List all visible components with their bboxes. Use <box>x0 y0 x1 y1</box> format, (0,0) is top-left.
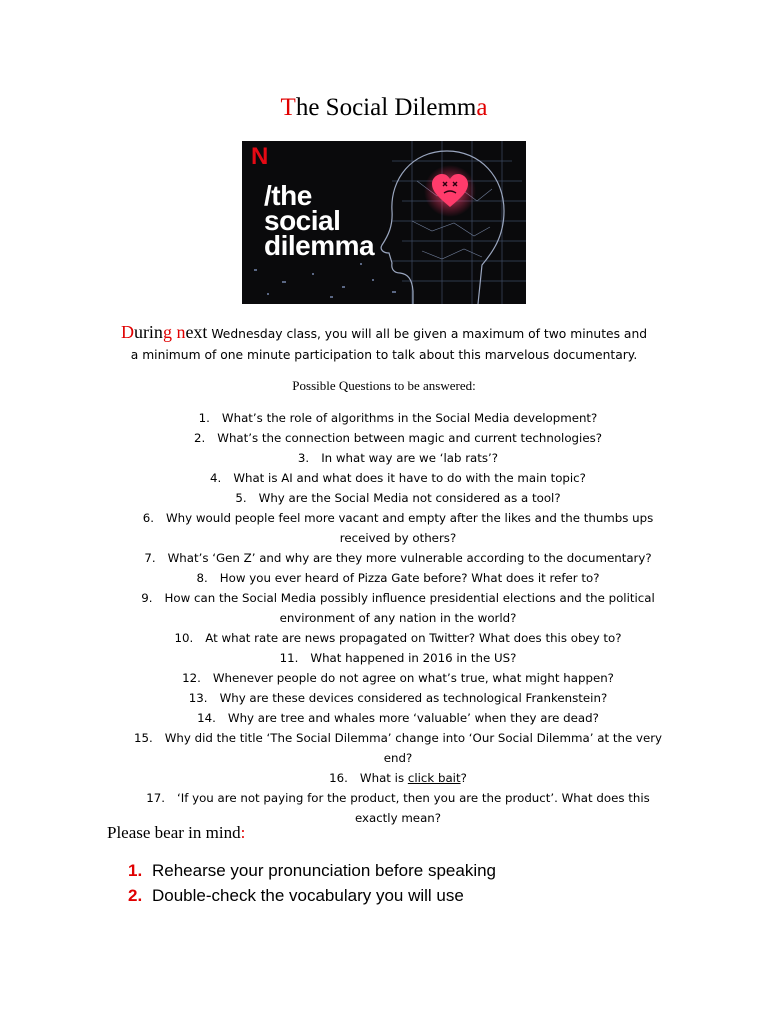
title-initial: T <box>280 94 296 121</box>
poster-title-line-2: social <box>264 205 341 236</box>
question-item: 4. What is AI and what does it have to do with the main topic? <box>210 471 586 485</box>
intro-lead-n: n <box>176 322 186 342</box>
poster-title <box>264 180 375 261</box>
question-item: 8. How you ever heard of Pizza Gate before? What does it refer to? <box>196 571 600 585</box>
click-bait-link[interactable]: click bait <box>407 771 461 785</box>
tip-item: 1. Rehearse your pronunciation before speaking <box>128 861 497 880</box>
question-item: 13. Why are these devices considered as technological Frankenstein? <box>188 691 608 705</box>
questions-heading: Possible Questions to be answered: <box>292 378 476 393</box>
tip-item: 2. Double-check the vocabulary you will use <box>128 886 464 905</box>
question-item: 10. At what rate are news propagated on Twitter? What does this obey to? <box>174 631 622 645</box>
title-middle: he Social Dilemm <box>295 94 477 121</box>
question-item: 9. How can the Social Media possibly influence presidential elections and the political environment of any nation in the world? <box>141 591 655 625</box>
poster-title-line-1: /the <box>264 180 312 211</box>
bear-in-mind-heading: Please bear in mind: <box>107 823 246 842</box>
tips-list <box>128 858 496 908</box>
intro-body: Wednesday class, you will all be given a maximum of two minutes and a minimum of one minute participation to talk about this marvelous documentary. <box>130 327 648 362</box>
intro-lead-ext: ext <box>185 322 208 342</box>
intro-lead-d: D <box>120 322 134 342</box>
intro-lead-g: g <box>162 322 177 342</box>
intro-paragraph <box>120 322 648 366</box>
question-item: 16. What is click bait? <box>329 771 467 785</box>
question-item: 5. Why are the Social Media not considered as a tool? <box>235 491 561 505</box>
title-final: a <box>476 94 488 121</box>
question-item: 12. Whenever people do not agree on what’s true, what might happen? <box>182 671 614 685</box>
question-item: 11. What happened in 2016 in the US? <box>279 651 517 665</box>
question-item: 15. Why did the title ‘The Social Dilemma’ change into ‘Our Social Dilemma’ at the very end? <box>133 731 663 765</box>
question-item: 7. What’s ‘Gen Z’ and why are they more vulnerable according to the documentary? <box>144 551 652 565</box>
intro-lead-urin: urin <box>133 322 163 342</box>
netflix-logo: N <box>251 143 269 170</box>
question-item: 3. In what way are we ‘lab rats’? <box>297 451 499 465</box>
question-item: 1. What’s the role of algorithms in the Social Media development? <box>198 411 598 425</box>
question-item: 6. Why would people feel more vacant and empty after the likes and the thumbs ups received by others? <box>142 511 654 545</box>
documentary-poster <box>242 141 526 304</box>
poster-title-line-3: dilemma <box>264 230 375 261</box>
page-title <box>0 94 768 122</box>
question-item: 14. Why are tree and whales more ‘valuable’ when they are dead? <box>197 711 599 725</box>
questions-list <box>128 408 668 828</box>
question-item: 2. What’s the connection between magic and current technologies? <box>194 431 602 445</box>
question-item: 17. ‘If you are not paying for the product, then you are the product’. What does this exactly mean? <box>146 791 650 825</box>
